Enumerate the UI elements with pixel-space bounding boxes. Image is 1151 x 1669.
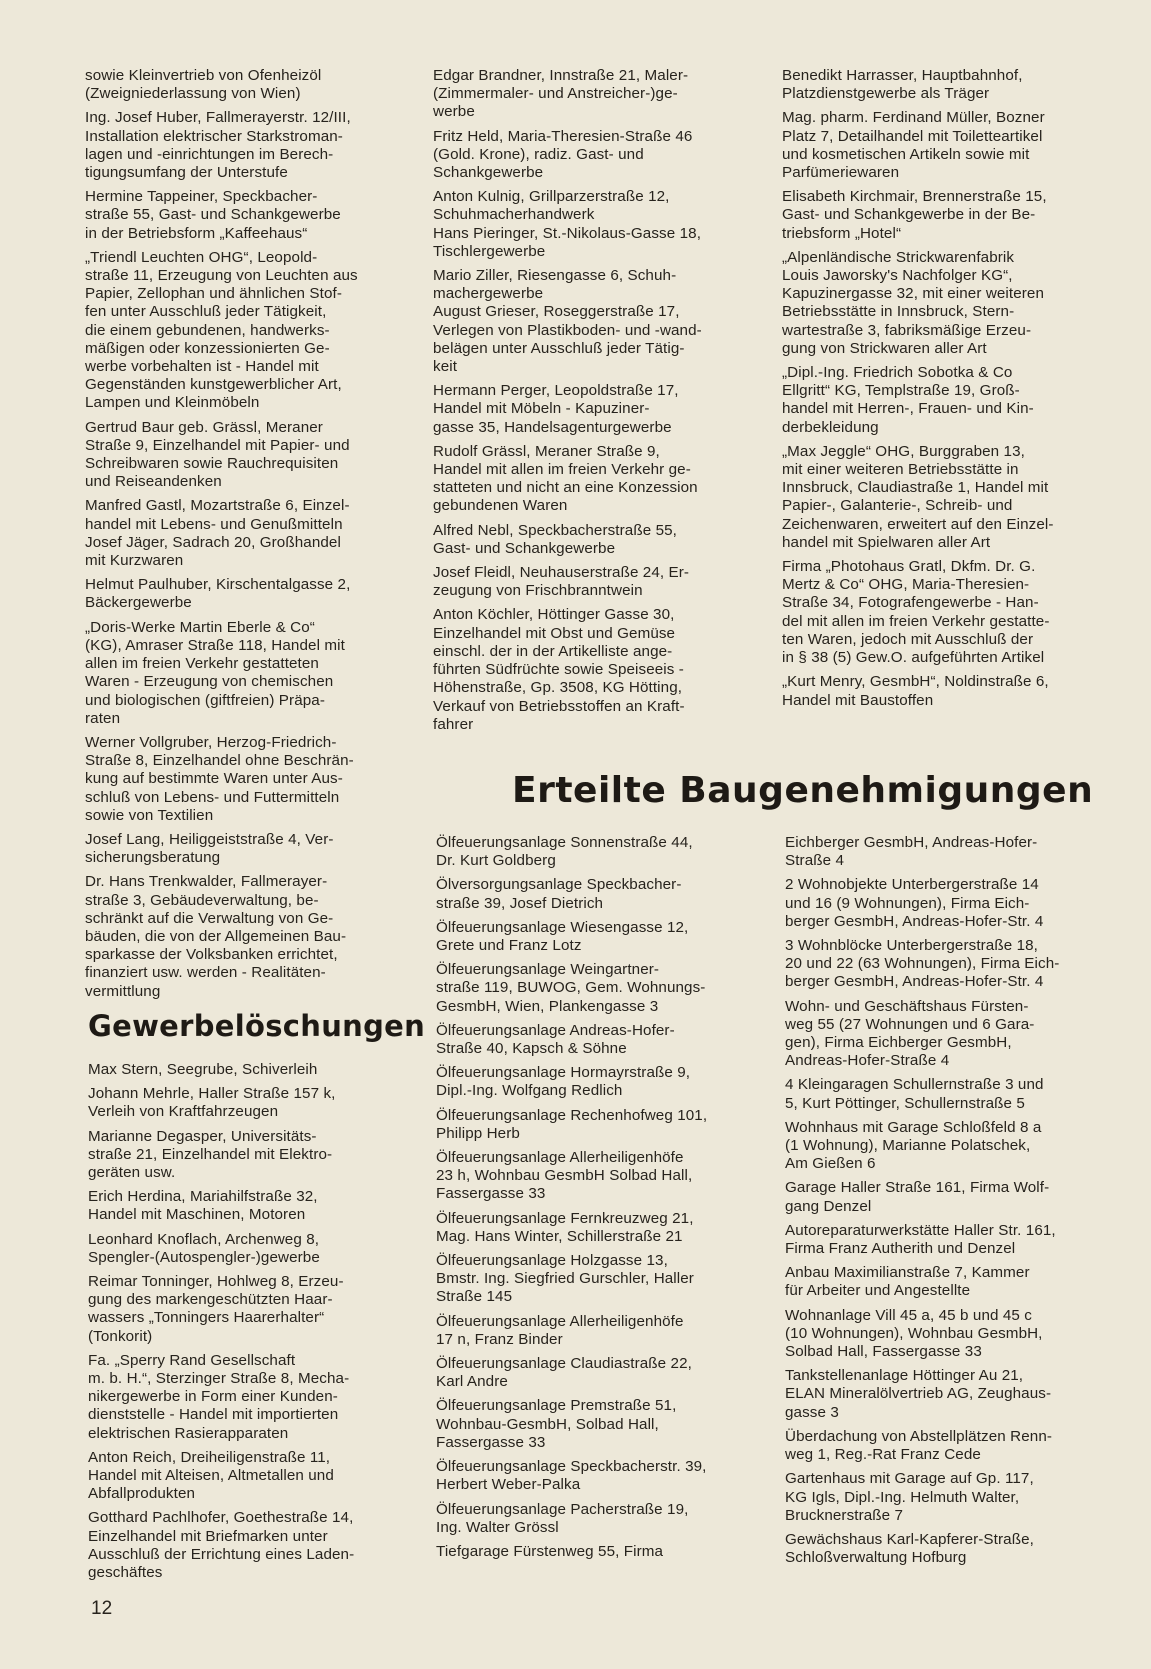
column-3-lower-listings [785,834,1125,1573]
listing-entry: Ölfeuerungsanlage Rechenhofweg 101, Philipp Herb [436,1106,708,1142]
listing-entry: Elisabeth Kirchmair, Brennerstraße 15, Gast- und Schankgewerbe in der Be- triebsform „Hotel“ [782,188,1047,242]
listing-entry: Helmut Paulhuber, Kirschentalgasse 2, Bäckergewerbe [85,576,351,612]
column-3-upper-listings [782,67,1122,716]
listing-entry: Ölfeuerungsanlage Claudiastraße 22, Karl Andre [436,1355,692,1391]
heading-erteilte-baugenehmigungen: Erteilte Baugenehmigungen [512,770,1094,811]
listing-entry: Gotthard Pachlhofer, Goethestraße 14, Einzelhandel mit Briefmarken unter Ausschluß der Errichtung eines Laden- geschäftes [88,1509,355,1582]
listing-entry: Mario Ziller, Riesengasse 6, Schuh- machergewerbe August Grieser, Roseggerstraße 17, Verlegen von Plastikboden- und -wand- belägen unter Ausschluß jeder Tätig- keit [433,267,702,376]
listing-entry: Ölfeuerungsanlage Pacherstraße 19, Ing. Walter Grössl [436,1500,689,1536]
listing-entry: Josef Lang, Heiliggeiststraße 4, Ver- sicherungsberatung [85,830,334,867]
listing-entry: „Alpenländische Strickwarenfabrik Louis Jaworsky's Nachfolger KG“, Kapuzinergasse 32, mit einer weiteren Betriebsstätte in Innsbruck, Stern- wartestraße 3, fabriksmäßige Erzeu- gung von Strickwaren aller Art [782,248,1045,357]
listing-entry: Ölfeuerungsanlage Allerheiligenhöfe 23 h, Wohnbau GesmbH Solbad Hall, Fassergasse 33 [436,1149,693,1203]
listing-entry: Ölfeuerungsanlage Andreas-Hofer- Straße 40, Kapsch & Söhne [436,1021,675,1058]
listing-entry: „Max Jeggle“ OHG, Burggraben 13, mit einer weiteren Betriebsstätte in Innsbruck, Claudiastraße 1, Handel mit Papier-, Galanterie-, Schreib- und Zeichenwaren, erweitert auf den Einzel- handel mit Spielwaren aller Art [782,442,1054,551]
column-1-lower-listings [88,1061,408,1588]
listing-entry: Anton Kulnig, Grillparzerstraße 12, Schuhmacherhandwerk Hans Pieringer, St.-Nikolaus-Gasse 18, Tischlergewerbe [433,188,702,260]
listing-entry: Ölfeuerungsanlage Holzgasse 13, Bmstr. Ing. Siegfried Gurschler, Haller Straße 145 [436,1252,694,1306]
listing-entry: Dr. Hans Trenkwalder, Fallmerayer- straße 3, Gebäudeverwaltung, be- schränkt auf die Verwaltung von Ge- bäuden, die von der Allgemeinen Bau- sparkasse der Volksbanken errichtet, finanziert usw. werden - Realitäten- vermittlung [85,873,347,1000]
listing-entry: Fritz Held, Maria-Theresien-Straße 46 (Gold. Krone), radiz. Gast- und Schankgewerbe [433,127,693,182]
listing-entry: Leonhard Knoflach, Archenweg 8, Spengler-(Autospengler-)gewerbe [88,1230,320,1266]
listing-entry: Erich Herdina, Mariahilfstraße 32, Handel mit Maschinen, Motoren [88,1188,318,1224]
listing-entry: Marianne Degasper, Universitäts- straße 21, Einzelhandel mit Elektro- geräten usw. [88,1127,333,1182]
listing-entry: Ölfeuerungsanlage Premstraße 51, Wohnbau-GesmbH, Solbad Hall, Fassergasse 33 [436,1397,677,1451]
listing-entry: Fa. „Sperry Rand Gesellschaft m. b. H.“, Sterzinger Straße 8, Mecha- nikergewerbe in Form einer Kunden- dienststelle - Handel mit importierten elektrischen Rasierapparaten [88,1351,350,1442]
listing-entry: Überdachung von Abstellplätzen Renn- weg 1, Reg.-Rat Franz Cede [785,1427,1053,1464]
listing-entry: Ing. Josef Huber, Fallmerayerstr. 12/III, Installation elektrischer Starkstroman- lagen und -einrichtungen im Berech- tigungsumfang der Unterstufe [85,109,351,182]
listing-entry: 2 Wohnobjekte Unterbergerstraße 14 und 16 (9 Wohnungen), Firma Eich- berger GesmbH, Andreas-Hofer-Str. 4 [785,876,1044,930]
listing-entry: Ölfeuerungsanlage Wiesengasse 12, Grete und Franz Lotz [436,918,689,955]
listing-entry: Gertrud Baur geb. Grässl, Meraner Straße 9, Einzelhandel mit Papier- und Schreibwaren sowie Rauchrequisiten und Reiseandenken [85,418,350,491]
listing-entry: Firma „Photohaus Gratl, Dkfm. Dr. G. Mertz & Co“ OHG, Maria-Theresien- Straße 34, Fotografengewerbe - Han- del mit allen im freien Verkehr gestatte- ten Waren, jedoch mit Ausschluß der in § 38 (5) Gew.O. aufgeführten Artikel [782,558,1050,667]
listing-entry: Autoreparaturwerkstätte Haller Str. 161, Firma Franz Autherith und Denzel [785,1221,1056,1258]
listing-entry: Ölversorgungsanlage Speckbacher- straße 39, Josef Dietrich [436,876,682,912]
listing-entry: 4 Kleingaragen Schullernstraße 3 und 5, Kurt Pöttinger, Schullernstraße 5 [785,1076,1044,1112]
listing-entry: Johann Mehrle, Haller Straße 157 k, Verleih von Kraftfahrzeugen [88,1085,336,1121]
page-number: 12 [91,1598,113,1619]
listing-entry: Hermine Tappeiner, Speckbacher- straße 55, Gast- und Schankgewerbe in der Betriebsform „Kaffeehaus“ [85,188,341,242]
listing-entry: Anbau Maximilianstraße 7, Kammer für Arbeiter und Angestellte [785,1264,1030,1300]
column-2-upper-listings [433,67,753,740]
listing-entry: Alfred Nebl, Speckbacherstraße 55, Gast- und Schankgewerbe [433,521,677,557]
listing-entry: Hermann Perger, Leopoldstraße 17, Handel mit Möbeln - Kapuziner- gasse 35, Handelsagenturgewerbe [433,382,679,436]
listing-entry: Rudolf Grässl, Meraner Straße 9, Handel mit allen im freien Verkehr ge- statteten und nicht an eine Konzession gebundenen Waren [433,442,698,515]
listing-entry: Reimar Tonninger, Hohlweg 8, Erzeu- gung des markengeschützten Haar- wassers „Tonningers Haarerhalter“ (Tonkorit) [88,1273,344,1345]
listing-entry: Ölfeuerungsanlage Hormayrstraße 9, Dipl.-Ing. Wolfgang Redlich [436,1064,691,1100]
listing-entry: Ölfeuerungsanlage Allerheiligenhöfe 17 n, Franz Binder [436,1312,684,1348]
listing-entry: Max Stern, Seegrube, Schiverleih [88,1061,318,1078]
listing-entry: Anton Köchler, Höttinger Gasse 30, Einzelhandel mit Obst und Gemüse einschl. der in der Artikelliste ange- führten Südfrüchte sowie Speiseeis - Höhenstraße, Gp. 3508, KG Hötting, Verkauf von Betriebsstoffen an Kraft- fahrer [433,606,685,733]
listing-entry: „Doris-Werke Martin Eberle & Co“ (KG), Amraser Straße 118, Handel mit allen im freien Verkehr gestatteten Waren - Erzeugung von chemischen und biologischen (giftfreien) Präpa- raten [85,618,345,727]
listing-entry: Mag. pharm. Ferdinand Müller, Bozner Platz 7, Detailhandel mit Toiletteartikel und kosmetischen Artikeln sowie mit Parfümeriewaren [782,109,1045,182]
heading-gewerbeloeschungen: Gewerbelöschungen [88,1009,426,1043]
listing-entry: Wohnhaus mit Garage Schloßfeld 8 a (1 Wohnung), Marianne Polatschek, Am Gießen 6 [785,1118,1042,1173]
listing-entry: Wohn- und Geschäftshaus Fürsten- weg 55 (27 Wohnungen und 6 Gara- gen), Firma Eichberger GesmbH, Andreas-Hofer-Straße 4 [785,997,1035,1070]
listing-entry: „Dipl.-Ing. Friedrich Sobotka & Co Ellgritt“ KG, Templstraße 19, Groß- handel mit Herren-, Frauen- und Kin- derbekleidung [782,364,1034,436]
listing-entry: Gewächshaus Karl-Kapferer-Straße, Schloßverwaltung Hofburg [785,1530,1034,1567]
listing-entry: 3 Wohnblöcke Unterbergerstraße 18, 20 und 22 (63 Wohnungen), Firma Eich- berger GesmbH, Andreas-Hofer-Str. 4 [785,937,1060,991]
listing-entry: Ölfeuerungsanlage Speckbacherstr. 39, Herbert Weber-Palka [436,1458,707,1494]
listing-entry: Werner Vollgruber, Herzog-Friedrich- Straße 8, Einzelhandel ohne Beschrän- kung auf bestimmte Waren unter Aus- schluß von Lebens- und Futtermitteln sowie von Textilien [85,733,354,824]
listing-entry: „Kurt Menry, GesmbH“, Noldinstraße 6, Handel mit Baustoffen [782,673,1049,709]
listing-entry: Gartenhaus mit Garage auf Gp. 117, KG Igls, Dipl.-Ing. Helmuth Walter, Brucknerstraße 7 [785,1470,1034,1524]
listing-entry: Ölfeuerungsanlage Sonnenstraße 44, Dr. Kurt Goldberg [436,834,693,870]
listing-entry: Eichberger GesmbH, Andreas-Hofer- Straße 4 [785,834,1038,870]
listing-entry: sowie Kleinvertrieb von Ofenheizöl (Zweigniederlassung von Wien) [85,67,322,103]
column-2-lower-listings [436,834,756,1567]
listing-entry: „Triendl Leuchten OHG“, Leopold- straße 11, Erzeugung von Leuchten aus Papier, Zellophan und ähnlichen Stof- fen unter Ausschluß jeder Tätigkeit, die einem gebundenen, handwerks- mäßigen oder konzessionierten Ge- werbe vorbehalten ist - Handel mit Gegenständen kunstgewerblicher Art, Lampen und Kleinmöbeln [85,248,358,412]
listing-entry: Ölfeuerungsanlage Fernkreuzweg 21, Mag. Hans Winter, Schillerstraße 21 [436,1209,694,1245]
listing-entry: Tiefgarage Fürstenweg 55, Firma [436,1542,664,1560]
column-1-upper-listings [85,67,405,1007]
listing-entry: Ölfeuerungsanlage Weingartner- straße 119, BUWOG, Gem. Wohnungs- GesmbH, Wien, Plankengasse 3 [436,961,706,1015]
listing-entry: Anton Reich, Dreiheiligenstraße 11, Handel mit Alteisen, Altmetallen und Abfallprodukten [88,1448,334,1503]
listing-entry: Wohnanlage Vill 45 a, 45 b und 45 c (10 Wohnungen), Wohnbau GesmbH, Solbad Hall, Fassergasse 33 [785,1306,1043,1361]
listing-entry: Garage Haller Straße 161, Firma Wolf- gang Denzel [785,1179,1050,1215]
listing-entry: Edgar Brandner, Innstraße 21, Maler- (Zimmermaler- und Anstreicher-)ge- werbe [433,67,689,121]
listing-entry: Manfred Gastl, Mozartstraße 6, Einzel- handel mit Lebens- und Genußmitteln Josef Jäger, Sadrach 20, Großhandel mit Kurzwaren [85,497,350,570]
listing-entry: Benedikt Harrasser, Hauptbahnhof, Platzdienstgewerbe als Träger [782,67,1023,103]
listing-entry: Josef Fleidl, Neuhauserstraße 24, Er- zeugung von Frischbranntwein [433,564,690,600]
listing-entry: Tankstellenanlage Höttinger Au 21, ELAN Mineralölvertrieb AG, Zeughaus- gasse 3 [785,1367,1052,1421]
